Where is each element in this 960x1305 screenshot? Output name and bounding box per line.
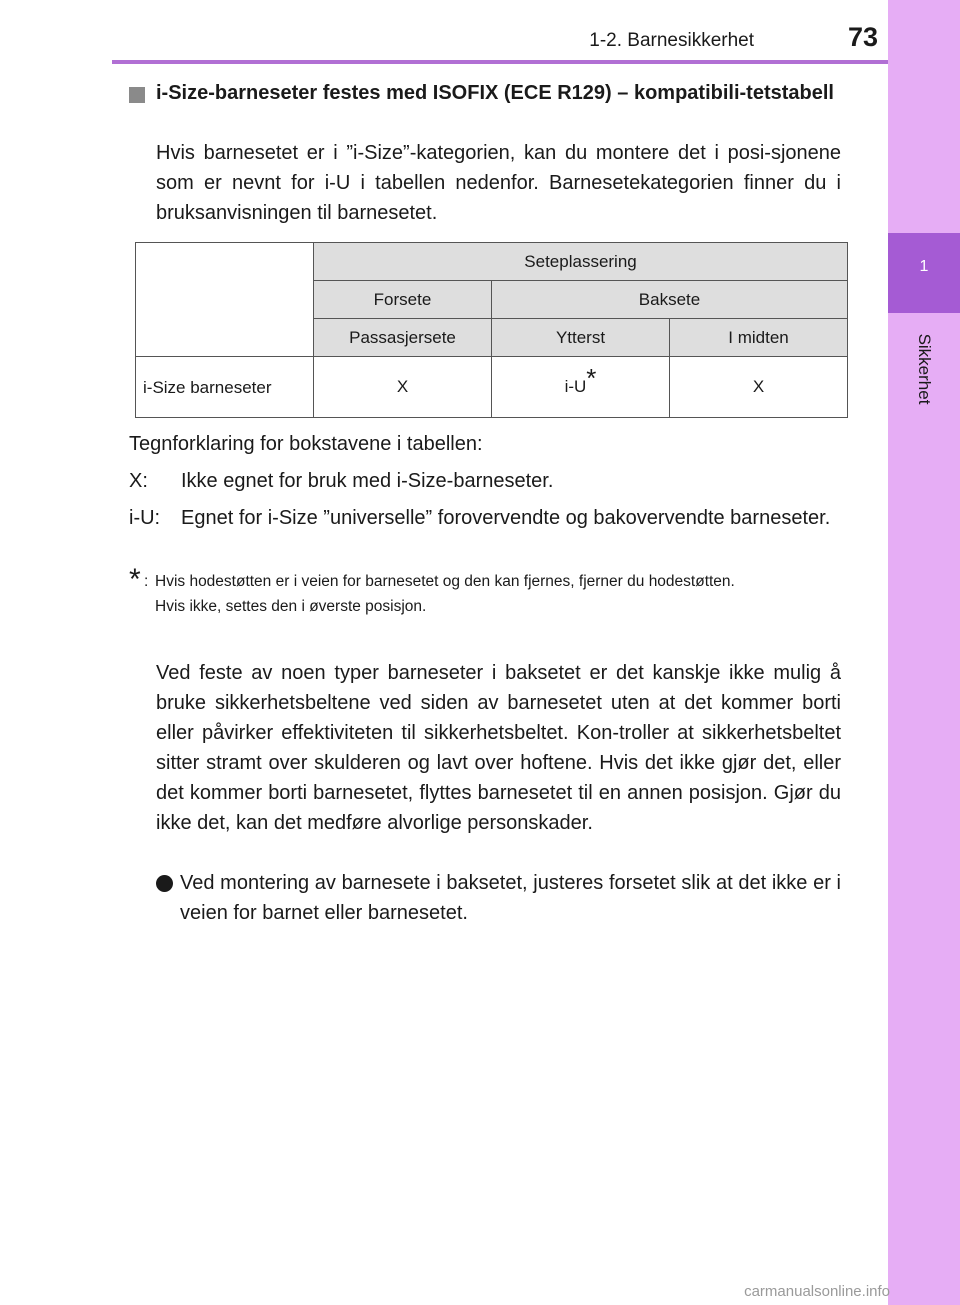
compatibility-table: [135, 242, 848, 418]
legend-item-iu: [129, 503, 841, 533]
table-cell-middle: X: [670, 357, 848, 418]
table-group-header: Seteplassering: [314, 243, 848, 281]
table-row-label: i-Size barneseter: [136, 357, 314, 418]
footnote-mark: *: [586, 363, 597, 393]
legend-text: Egnet for i-Size ”universelle” forovervendte og bakovervendte barneseter.: [181, 507, 831, 529]
table-cell-outer: [492, 357, 670, 418]
table-corner-cell: [136, 243, 314, 357]
table-header-front: Forsete: [314, 281, 492, 319]
chapter-label: Sikkerhet: [915, 333, 934, 405]
side-strip: [888, 0, 960, 1305]
watermark: carmanualsonline.info: [744, 1283, 890, 1300]
square-bullet-icon: [129, 87, 145, 103]
legend-item-x: [129, 466, 841, 496]
legend-title: Tegnforklaring for bokstavene i tabellen:: [129, 433, 483, 455]
page-number: 73: [847, 22, 878, 52]
footnote-colon: :: [144, 573, 149, 590]
table-header-passenger: Passasjersete: [314, 319, 492, 357]
bullet-text: Ved montering av barnesete i baksetet, justeres forsetet slik at det ikke er i veien for barnet eller barnesetet.: [180, 872, 841, 924]
table-header-middle: I midten: [670, 319, 848, 357]
legend-text: Ikke egnet for bruk med i-Size-barneseter.: [181, 470, 554, 492]
section-title: 1-2. Barnesikkerhet: [589, 30, 754, 51]
footnote-star: *: [129, 563, 141, 596]
footnote: [129, 563, 841, 619]
header-rule: [112, 60, 888, 64]
bullet-item: [156, 868, 841, 928]
legend-key: X:: [129, 470, 148, 492]
footnote-line-1: Hvis hodestøtten er i veien for barnesetet og den kan fjernes, fjerner du hodestøtten.: [155, 573, 735, 590]
section-heading: [129, 78, 841, 109]
chapter-number: 1: [919, 258, 929, 275]
heading-text: i-Size-barneseter festes med ISOFIX (ECE R129) – kompatibili-tetstabell: [156, 82, 834, 104]
footnote-line-2: Hvis ikke, settes den i øverste posisjon.: [155, 598, 427, 615]
table-header-rear: Baksete: [492, 281, 848, 319]
cell-outer-value: i-U: [564, 377, 587, 396]
round-bullet-icon: [156, 875, 173, 892]
table-cell-passenger: X: [314, 357, 492, 418]
table-header-outer: Ytterst: [492, 319, 670, 357]
body-paragraph: Ved feste av noen typer barneseter i baksetet er det kanskje ikke mulig å bruke sikkerhetsbeltene ved siden av barnesetet uten at det kommer borti eller påvirker effektiviteten til sikkerhetsbeltet. Kon-troller at sikkerhetsbeltet sitter stramt over skulderen og lavt over hoftene. Hvis det ikke gjør det, eller det kommer borti barnesetet, flyttes barnesetet til en annen posisjon. Gjør du ikke det, kan det medføre alvorlige personskader.: [156, 662, 841, 834]
legend-key: i-U:: [129, 507, 161, 529]
intro-paragraph: Hvis barnesetet er i ”i-Size”-kategorien, kan du montere det i posi-sjonene som er nevnt for i-U i tabellen nedenfor. Barnesetekategorien finner du i bruksanvisningen til barnesetet.: [156, 142, 841, 224]
